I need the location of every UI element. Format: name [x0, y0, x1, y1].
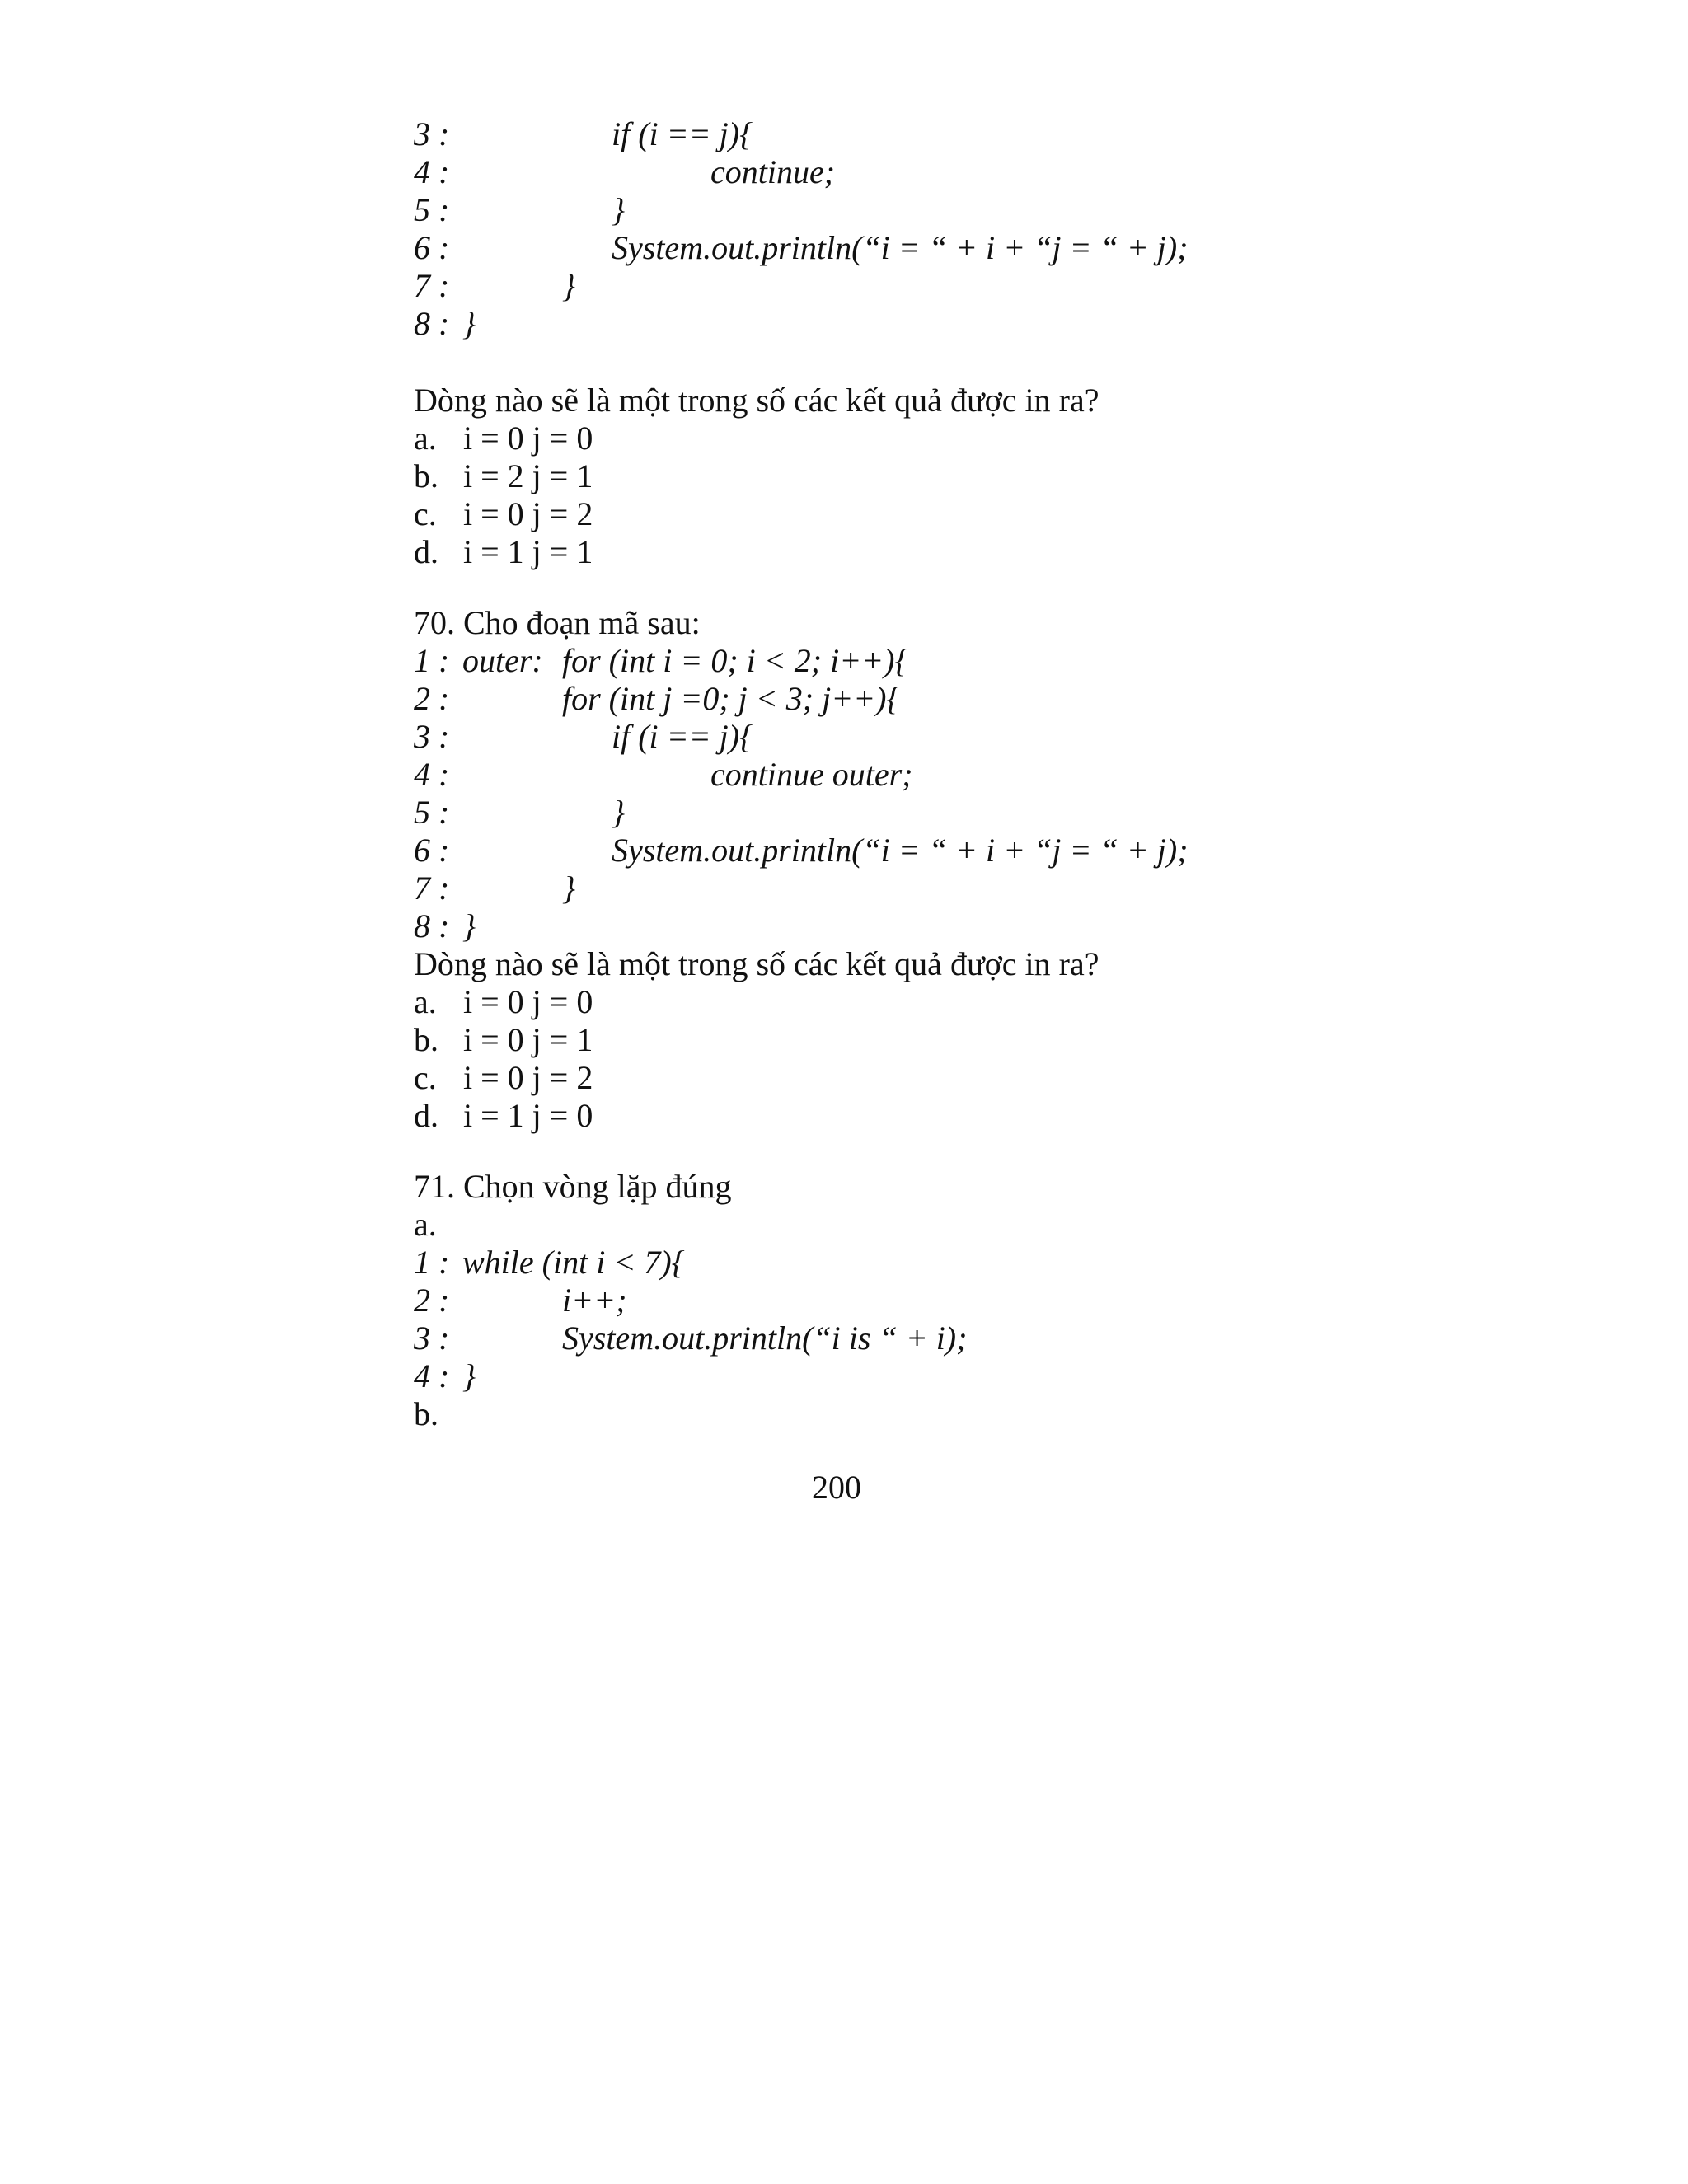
code-text: System.out.println(“i is “ + i); [562, 1319, 968, 1357]
line-number: 3 : [414, 718, 450, 755]
code-line-1 [0, 642, 1688, 680]
line-number: 6 : [414, 832, 450, 869]
line-number: 2 : [414, 1282, 450, 1319]
page-number: 200 [812, 1469, 861, 1506]
option-c [0, 1059, 1688, 1097]
code-text: } [562, 267, 575, 304]
code-line-8 [0, 907, 1688, 945]
option-label: d. [414, 533, 438, 570]
code-line-3 [0, 115, 1688, 153]
code-line-4 [0, 756, 1688, 794]
option-a-label: a. [414, 1206, 437, 1243]
code-line-7 [0, 267, 1688, 305]
question-prompt: Dòng nào sẽ là một trong số các kết quả được in ra? [414, 382, 1100, 419]
code-line-3 [0, 718, 1688, 756]
code-text: if (i == j){ [612, 718, 753, 755]
option-label: a. [414, 983, 437, 1020]
option-value: i = 1 j = 1 [463, 533, 593, 570]
option-label: d. [414, 1097, 438, 1134]
line-number: 4 : [414, 153, 450, 190]
code-text: System.out.println(“i = “ + i + “j = “ + j); [612, 832, 1189, 869]
code-line-8 [0, 305, 1688, 343]
line-number: 7 : [414, 267, 450, 304]
option-b [0, 457, 1688, 495]
code-text: System.out.println(“i = “ + i + “j = “ + j); [612, 229, 1189, 266]
code-text: for (int i = 0; i < 2; i++){ [562, 642, 908, 679]
question-prompt: Dòng nào sẽ là một trong số các kết quả được in ra? [414, 945, 1100, 982]
line-number: 6 : [414, 229, 450, 266]
code-text: while (int i < 7){ [462, 1244, 685, 1281]
code-line-7 [0, 869, 1688, 907]
code-line-1 [0, 1244, 1688, 1282]
code-line-6 [0, 832, 1688, 869]
code-text: } [612, 794, 625, 831]
option-d [0, 533, 1688, 571]
option-label: c. [414, 1059, 437, 1096]
code-text: } [462, 907, 476, 944]
code-line-2 [0, 1282, 1688, 1319]
code-label: outer: [462, 642, 543, 679]
code-line-4 [0, 153, 1688, 191]
code-text: if (i == j){ [612, 115, 753, 152]
option-label: a. [414, 419, 437, 457]
line-number: 8 : [414, 305, 450, 342]
option-value: i = 0 j = 0 [463, 983, 593, 1020]
line-number: 3 : [414, 1319, 450, 1357]
line-number: 1 : [414, 642, 450, 679]
option-d [0, 1097, 1688, 1135]
option-a [0, 419, 1688, 457]
line-number: 3 : [414, 115, 450, 152]
option-c [0, 495, 1688, 533]
line-number: 1 : [414, 1244, 450, 1281]
option-label: b. [414, 1021, 438, 1058]
code-text: } [462, 305, 476, 342]
option-b [0, 1021, 1688, 1059]
line-number: 4 : [414, 1357, 450, 1394]
code-text: } [562, 869, 575, 907]
option-b-label: b. [414, 1395, 438, 1432]
code-text: i++; [562, 1282, 627, 1319]
code-line-3 [0, 1319, 1688, 1357]
code-line-5 [0, 191, 1688, 229]
line-number: 8 : [414, 907, 450, 944]
code-line-5 [0, 794, 1688, 832]
question-70-title: 70. Cho đoạn mã sau: [414, 604, 701, 641]
line-number: 5 : [414, 794, 450, 831]
code-line-6 [0, 229, 1688, 267]
option-value: i = 0 j = 0 [463, 419, 593, 457]
code-text: continue outer; [710, 756, 913, 793]
option-a [0, 983, 1688, 1021]
option-value: i = 0 j = 1 [463, 1021, 593, 1058]
line-number: 7 : [414, 869, 450, 907]
line-number: 5 : [414, 191, 450, 228]
code-text: continue; [710, 153, 836, 190]
option-value: i = 1 j = 0 [463, 1097, 593, 1134]
code-text: } [612, 191, 625, 228]
option-label: c. [414, 495, 437, 532]
line-number: 4 : [414, 756, 450, 793]
code-text: } [462, 1357, 476, 1394]
option-value: i = 2 j = 1 [463, 457, 593, 494]
code-text: for (int j =0; j < 3; j++){ [562, 680, 900, 717]
option-value: i = 0 j = 2 [463, 495, 593, 532]
code-line-4 [0, 1357, 1688, 1395]
line-number: 2 : [414, 680, 450, 717]
option-value: i = 0 j = 2 [463, 1059, 593, 1096]
option-label: b. [414, 457, 438, 494]
question-71-title: 71. Chọn vòng lặp đúng [414, 1168, 732, 1205]
code-line-2 [0, 680, 1688, 718]
